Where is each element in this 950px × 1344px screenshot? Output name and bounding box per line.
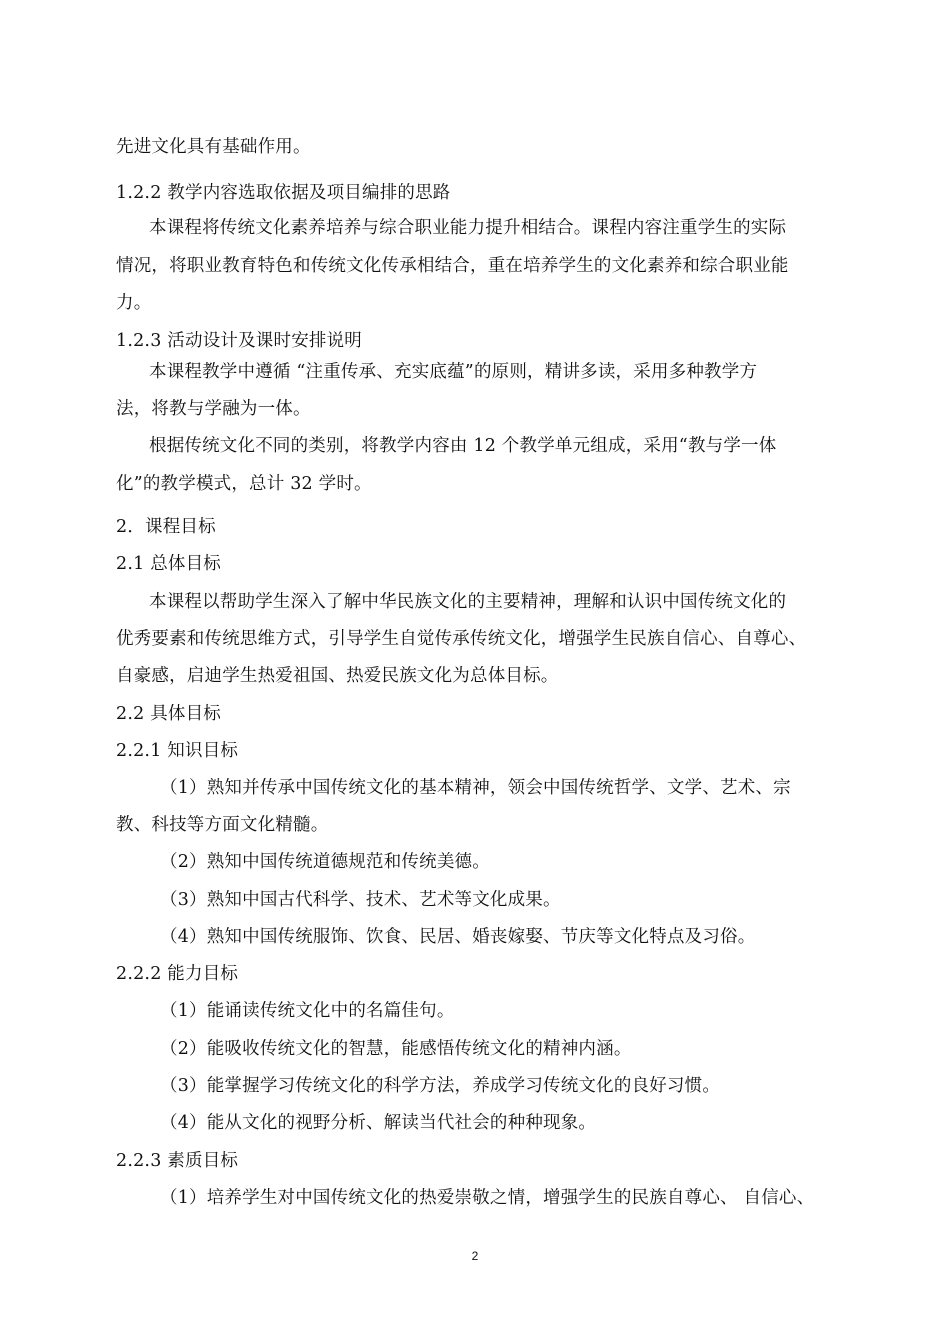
page-number: 2	[471, 1249, 479, 1263]
list-item: （3）熟知中国古代科学、技术、艺术等文化成果。	[160, 890, 561, 910]
list-item: （1）熟知并传承中国传统文化的基本精神，领会中国传统哲学、文学、艺术、宗	[160, 778, 791, 798]
list-item: （3）能掌握学习传统文化的科学方法，养成学习传统文化的良好习惯。	[160, 1076, 721, 1096]
list-item: （4）熟知中国传统服饰、饮食、民居、婚丧嫁娶、节庆等文化特点及习俗。	[160, 927, 756, 947]
section-heading: 2.2.3 素质目标	[116, 1151, 239, 1171]
paragraph-line: 自豪感，启迪学生热爱祖国、热爱民族文化为总体目标。	[116, 666, 559, 686]
paragraph-line: 教、科技等方面文化精髓。	[116, 815, 329, 835]
section-heading: 1.2.2 教学内容选取依据及项目编排的思路	[116, 183, 451, 203]
list-item: （1）培养学生对中国传统文化的热爱崇敬之情，增强学生的民族自尊心、 自信心、	[160, 1188, 815, 1208]
list-item: （1）能诵读传统文化中的名篇佳句。	[160, 1001, 455, 1021]
paragraph-line: 先进文化具有基础作用。	[116, 137, 311, 157]
paragraph-line: 法，将教与学融为一体。	[116, 399, 311, 419]
paragraph-line: 优秀要素和传统思维方式，引导学生自觉传承传统文化，增强学生民族自信心、自尊心、	[116, 629, 807, 649]
list-item: （2）能吸收传统文化的智慧，能感悟传统文化的精神内涵。	[160, 1039, 632, 1059]
list-item: （2）熟知中国传统道德规范和传统美德。	[160, 852, 490, 872]
list-item: （4）能从文化的视野分析、解读当代社会的种种现象。	[160, 1113, 597, 1133]
paragraph-line: 根据传统文化不同的类别，将教学内容由 12 个教学单元组成，采用“教与学一体	[149, 436, 777, 456]
paragraph-line: 力。	[116, 293, 152, 313]
paragraph-line: 本课程以帮助学生深入了解中华民族文化的主要精神，理解和认识中国传统文化的	[149, 592, 787, 612]
section-heading: 2.2.1 知识目标	[116, 741, 239, 761]
section-heading: 1.2.3 活动设计及课时安排说明	[116, 331, 362, 351]
paragraph-line: 化”的教学模式，总计 32 学时。	[116, 474, 372, 494]
paragraph-line: 本课程将传统文化素养培养与综合职业能力提升相结合。课程内容注重学生的实际	[149, 218, 787, 238]
paragraph-line: 本课程教学中遵循 “注重传承、充实底蕴”的原则，精讲多读，采用多种教学方	[149, 362, 758, 382]
section-heading: 2.1 总体目标	[116, 554, 221, 574]
section-heading: 2.2.2 能力目标	[116, 964, 239, 984]
section-heading: 2．课程目标	[116, 517, 216, 537]
section-heading: 2.2 具体目标	[116, 704, 221, 724]
paragraph-line: 情况，将职业教育特色和传统文化传承相结合，重在培养学生的文化素养和综合职业能	[116, 256, 789, 276]
